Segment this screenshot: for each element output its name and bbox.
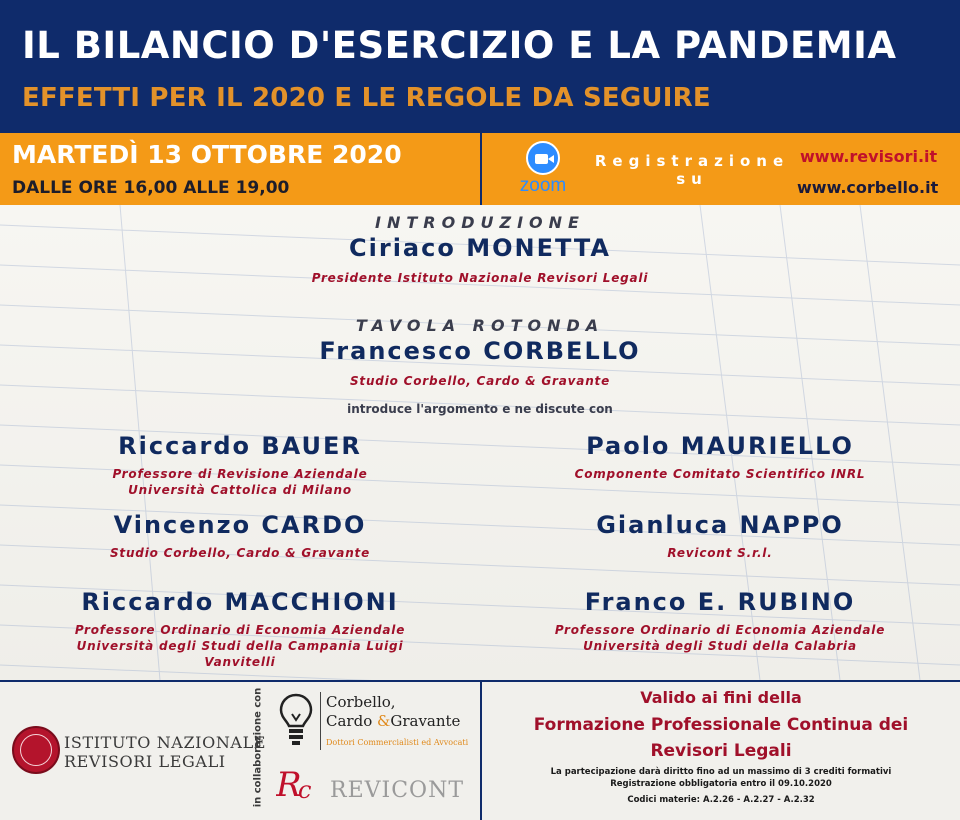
- link-corbello[interactable]: www.corbello.it: [797, 178, 939, 197]
- speaker-name: Riccardo BAUER: [118, 432, 362, 460]
- speaker-name: Gianluca NAPPO: [596, 511, 844, 539]
- svg-text:R: R: [276, 765, 302, 804]
- zoom-logo: [510, 141, 576, 197]
- registration-label: Registrazione su: [594, 152, 790, 188]
- speaker-card: [40, 432, 440, 498]
- speaker-role: Professore Ordinario di Economia Aziendale: [74, 623, 406, 637]
- zoom-wordmark: zoom: [519, 175, 567, 196]
- collaboration-label: in collaborazione con: [252, 687, 264, 808]
- speaker-card: [40, 511, 440, 561]
- speaker-card: [20, 588, 460, 670]
- ccg-wordmark: [326, 693, 460, 731]
- intro-kicker: INTRODUZIONE: [375, 213, 585, 232]
- event-title: IL BILANCIO D'ESERCIZIO E LA PANDEMIA: [22, 24, 897, 67]
- event-subtitle: EFFETTI PER IL 2020 E LE REGOLE DA SEGUIRE: [22, 83, 711, 113]
- ccg-separator: [320, 692, 321, 750]
- ccg-line1: Corbello,: [326, 693, 396, 711]
- speaker-name: Vincenzo CARDO: [113, 511, 367, 539]
- speaker-role: Studio Corbello, Cardo & Gravante: [109, 546, 371, 560]
- revicont-rc-logo: [276, 764, 322, 804]
- info-bar-divider: [480, 133, 482, 205]
- zoom-camera-icon: [526, 141, 560, 175]
- speaker-role: Professore di Revisione Aziendale: [112, 467, 368, 481]
- svg-text:c: c: [298, 776, 312, 804]
- speaker-card: [520, 432, 920, 482]
- credits-note-2: Registrazione obbligatoria entro il 09.10.2020: [610, 779, 832, 789]
- revicont-wordmark: REVICONT: [330, 778, 464, 803]
- inrl-wordmark: [64, 733, 266, 771]
- speaker-role: Revicont S.r.l.: [667, 546, 773, 560]
- ccg-line2: Cardo &Gravante: [326, 712, 461, 730]
- intro-section: [0, 213, 960, 232]
- speaker-affiliation-cont: Vanvitelli: [204, 655, 276, 669]
- speaker-name: Riccardo MACCHIONI: [81, 588, 399, 616]
- speaker-role: Componente Comitato Scientifico INRL: [574, 467, 866, 481]
- speaker-role: Professore Ordinario di Economia Aziendale: [554, 623, 886, 637]
- speaker-name: Franco E. RUBINO: [584, 588, 856, 616]
- credits-notes: [482, 766, 960, 790]
- roundtable-intro-line: introduce l'argomento e ne discute con: [347, 402, 613, 416]
- event-time: DALLE ORE 16,00 ALLE 19,00: [12, 178, 290, 198]
- subject-codes: Codici materie: A.2.26 - A.2.27 - A.2.32: [627, 795, 815, 805]
- inrl-line1: ISTITUTO NAZIONALE: [64, 733, 267, 752]
- moderator-role: Studio Corbello, Cardo & Gravante: [349, 374, 611, 388]
- event-date: MARTEDÌ 13 OTTOBRE 2020: [12, 140, 402, 169]
- credits-heading-3: Revisori Legali: [650, 741, 792, 761]
- intro-speaker-role: Presidente Istituto Nazionale Revisori Legali: [311, 271, 649, 285]
- speaker-card: [520, 511, 920, 561]
- intro-speaker-name: Ciriaco MONETTA: [349, 234, 611, 262]
- credits-heading-2: Formazione Professionale Continua dei: [533, 715, 909, 735]
- speaker-name: Paolo MAURIELLO: [586, 432, 854, 460]
- credits-heading-1: Valido ai fini della: [640, 688, 802, 707]
- inrl-seal-logo: [12, 726, 60, 774]
- credits-note-1: La partecipazione darà diritto fino ad un massimo di 3 crediti formativi: [550, 767, 892, 777]
- collaboration-label-wrap: [250, 687, 264, 810]
- inrl-line2: REVISORI LEGALI: [64, 752, 226, 771]
- speaker-affiliation: Università Cattolica di Milano: [128, 483, 352, 497]
- ccg-tagline: Dottori Commercialisti ed Avvocati: [326, 738, 469, 747]
- link-revisori[interactable]: www.revisori.it: [800, 147, 938, 166]
- speaker-affiliation: Università degli Studi della Calabria: [583, 639, 857, 653]
- speaker-card: [500, 588, 940, 654]
- lightbulb-icon: [278, 692, 314, 748]
- roundtable-kicker: TAVOLA ROTONDA: [355, 316, 605, 335]
- speaker-affiliation: Università degli Studi della Campania Luigi: [76, 639, 404, 653]
- moderator-name: Francesco CORBELLO: [319, 337, 641, 365]
